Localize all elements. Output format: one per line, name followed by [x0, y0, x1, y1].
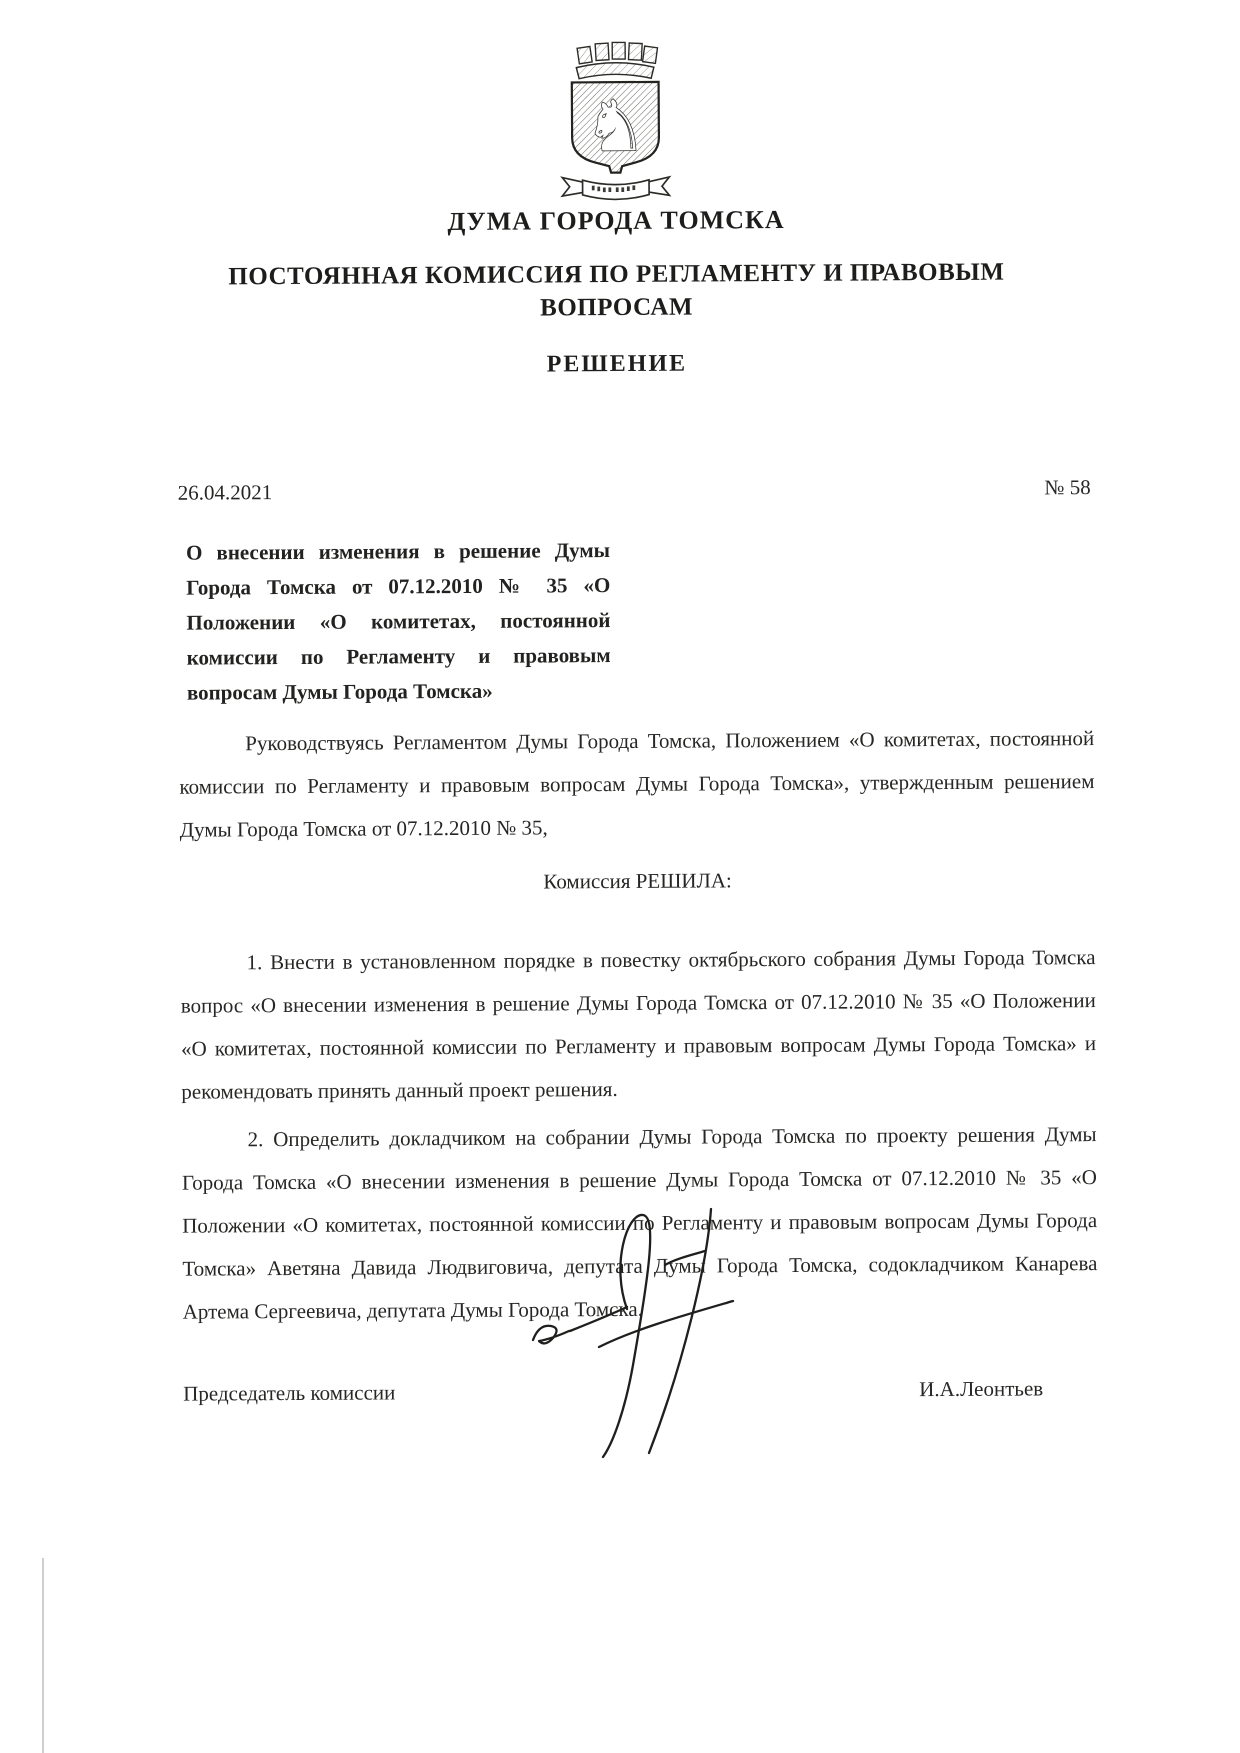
mural-crown-icon — [576, 42, 657, 78]
resolution-item-2: 2. Определить докладчиком на собрании Думы Города Томска по проекту решения Думы Города Томска «О внесении изменения в решение Думы Города Томска от 07.12.2010 № 35 «О Положении «О комитетах, постоянной комиссии по Регламенту и правовым вопросам Думы Города Томска» Аветяна Давида Людвиговича, депутата Думы Города Томска, содокладчиком Канарева Артема Сергеевича, депутата Думы Города Томска. — [181, 1122, 1098, 1324]
document-body — [178, 475, 1099, 1407]
scan-artifact-line — [42, 1558, 44, 1753]
signature-row — [183, 1376, 1098, 1407]
horse-icon: ♞ — [583, 85, 648, 168]
ribbon-icon — [562, 177, 669, 200]
tomsk-coat-of-arms-icon — [522, 35, 709, 204]
doc-date: 26.04.2021 — [177, 480, 273, 505]
signer-name: И.А.Леонтьев — [919, 1376, 1044, 1402]
commission-name: ПОСТОЯННАЯ КОМИССИЯ ПО РЕГЛАМЕНТУ И ПРАВОВЫМ ВОПРОСАМ — [228, 258, 1005, 322]
meta-row — [178, 475, 1093, 506]
signer-position-label: Председатель комиссии — [183, 1380, 396, 1406]
org-name: ДУМА ГОРОДА ТОМСКА — [447, 204, 785, 237]
shield-icon — [572, 82, 659, 173]
resolution-item-1: 1. Внести в установленном порядке в повестку октябрьского собрания Думы Города Томска вопрос «О внесении изменения в решение Думы Города Томска от 07.12.2010 № 35 «О Положении «О комитетах, постоянной комиссии по Регламенту и правовым вопросам Думы Города Томска» и рекомендовать принять данный проект решения. — [180, 945, 1097, 1104]
doc-subject: О внесении изменения в решение Думы Города Томска от 07.12.2010 № 35 «О Положении «О комитетах, постоянной комиссии по Регламенту и правовым вопросам Думы Города Томска» — [185, 538, 611, 705]
doc-type-title: РЕШЕНИЕ — [546, 350, 688, 378]
resolution-heading: Комиссия РЕШИЛА: — [543, 868, 732, 894]
doc-number: № 58 — [1044, 475, 1091, 500]
preamble-paragraph: Руководствуясь Регламентом Думы Города Томска, Положением «О комитетах, постоянной комиссии по Регламенту и правовым вопросам Думы Города Томска», утвержденным решением Думы Города Томска от 07.12.2010 № 35, — [179, 726, 1095, 842]
